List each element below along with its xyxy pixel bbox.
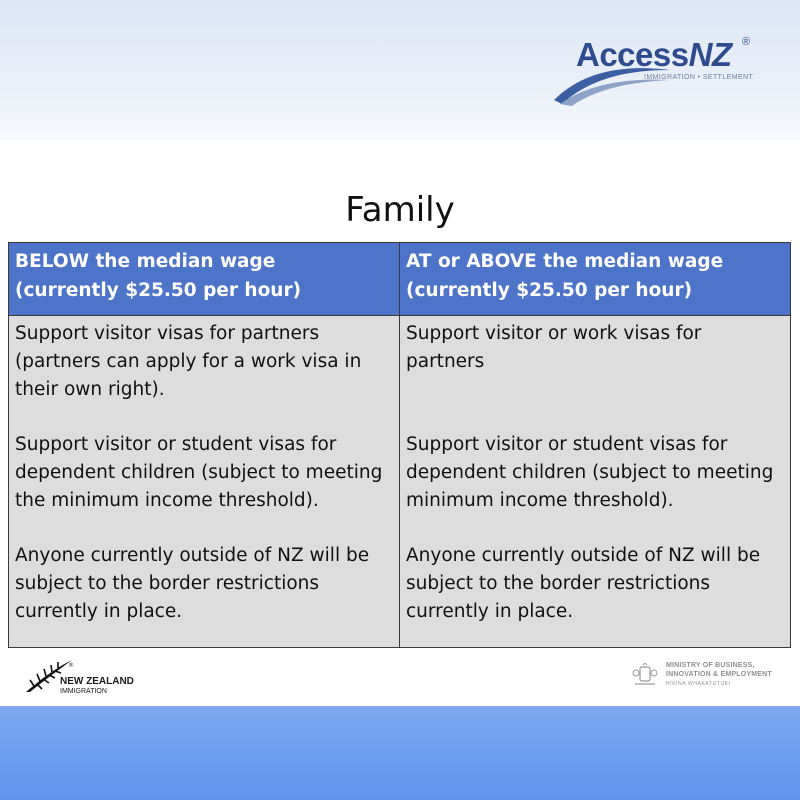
registered-mark: ® [742, 36, 751, 48]
table-row [9, 316, 791, 648]
cell-above-median [400, 316, 791, 648]
mbie-name-line1: MINISTRY OF BUSINESS, [666, 662, 755, 669]
nz-immigration-logo [24, 658, 224, 698]
coat-of-arms-icon [632, 663, 658, 687]
header-below-median: BELOW the median wage (currently $25.50 per hour) [9, 243, 400, 316]
header-above-median: AT or ABOVE the median wage (currently $25.50 per hour) [400, 243, 791, 316]
nz-immigration-name: NEW ZEALAND [60, 676, 134, 687]
page-title: Family [345, 190, 455, 230]
below-partners-text: Support visitor visas for partners (partners can apply for a work visa in their own right). [15, 323, 362, 400]
mbie-logo [632, 660, 792, 700]
below-children-text: Support visitor or student visas for dependent children (subject to meeting the minimum income threshold). [15, 434, 383, 511]
above-children-text: Support visitor or student visas for dependent children (subject to meeting minimum income threshold). [406, 434, 774, 511]
visa-comparison-table [8, 242, 791, 648]
nz-immigration-subtitle: IMMIGRATION [60, 688, 107, 695]
accessnz-logo [552, 36, 772, 106]
header-band [0, 0, 800, 140]
mbie-name-line2: INNOVATION & EMPLOYMENT [666, 671, 772, 678]
brand-name: AccessNZ [576, 36, 732, 73]
above-border-text: Anyone currently outside of NZ will be subject to the border restrictions currently in place. [406, 545, 761, 622]
below-border-text: Anyone currently outside of NZ will be subject to the border restrictions currently in place. [15, 545, 370, 622]
cell-below-median [9, 316, 400, 648]
table-header-row [9, 243, 791, 316]
mbie-maori-name: HĪKINA WHAKATUTUKI [666, 681, 731, 687]
registered-mark: ® [68, 662, 74, 669]
footer-band [0, 706, 800, 800]
above-partners-text: Support visitor or work visas for partners [406, 323, 702, 372]
footer-logos [0, 650, 800, 706]
brand-tagline: IMMIGRATION • SETTLEMENT [644, 74, 754, 81]
